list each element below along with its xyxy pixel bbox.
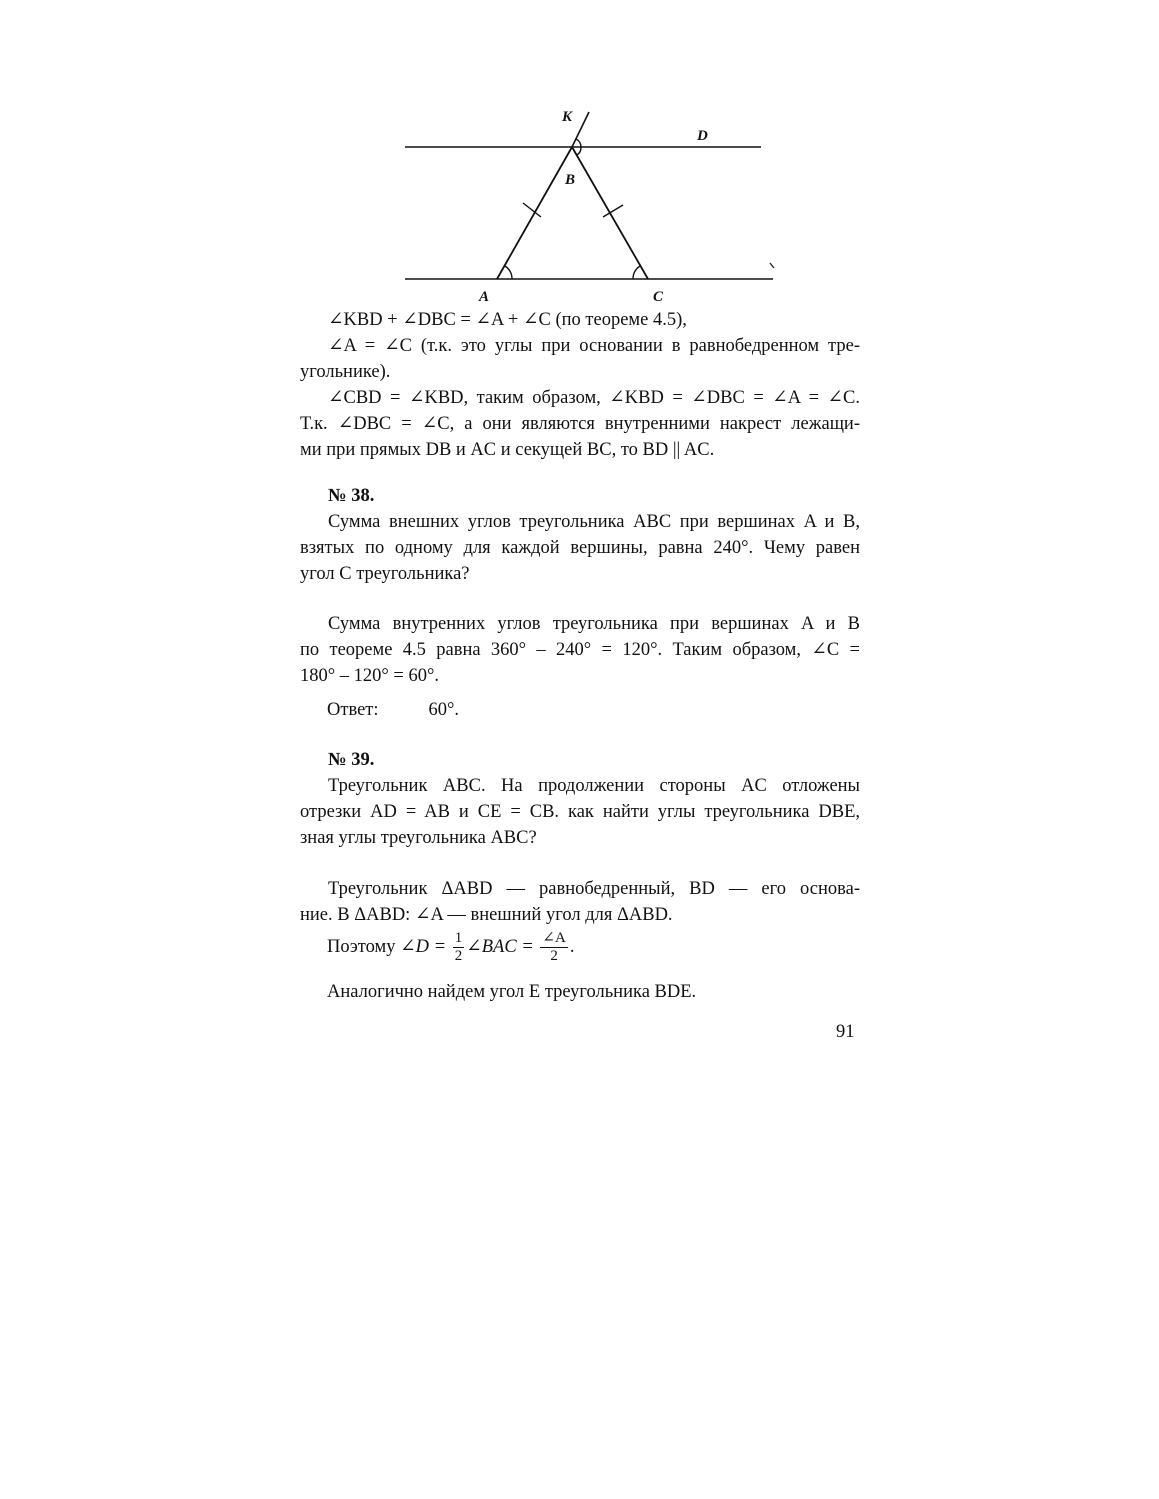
label-d: D xyxy=(697,128,708,144)
angle-arc-dbc xyxy=(577,147,581,155)
angle-arc-a xyxy=(505,266,512,279)
proof-block xyxy=(300,307,860,463)
problem-39-question-line1: Треугольник ABC. На продолжении стороны AC отложены xyxy=(328,776,860,796)
problem-38-solution-line2: по теореме 4.5 равна 360° – 240° = 120°. Таким образом, ∠C = xyxy=(300,640,860,660)
problem-39-solution-last xyxy=(327,979,887,1005)
geometry-figure xyxy=(395,100,785,310)
problem-39-question-line3: зная углы треугольника ABC? xyxy=(300,828,537,848)
fraction-angle-a-denominator: 2 xyxy=(550,948,558,964)
answer-label: Ответ: xyxy=(327,700,379,720)
problem-38-question-line1: Сумма внешних углов треугольника ABC при вершинах A и B, xyxy=(328,512,860,532)
formula-angle-d: ∠D = xyxy=(400,936,447,957)
problem-39-solution-line2: ние. В ΔABD: ∠A — внешний угол для ΔABD. xyxy=(300,905,673,925)
label-c: C xyxy=(653,289,664,305)
side-ab xyxy=(497,147,572,279)
fraction-one-half xyxy=(453,930,465,965)
bottom-line-tick xyxy=(770,263,774,268)
problem-39-question-line2: отрезки AD = AB и CE = CB. как найти углы треугольника DBE, xyxy=(300,802,860,822)
angle-arc-kbd xyxy=(576,139,581,147)
problem-39-heading: № 39. xyxy=(328,750,375,770)
problem-38-solution-line1: Сумма внутренних углов треугольника при вершинах A и B xyxy=(328,614,860,634)
problem-38-question-line2: взятых по одному для каждой вершины, равна 240°. Чему равен xyxy=(300,538,860,558)
problem-39-solution-line1: Треугольник ΔABD — равнобедренный, BD — его основа- xyxy=(328,879,860,899)
label-b: B xyxy=(565,172,576,188)
figure-svg xyxy=(395,100,785,310)
fraction-angle-a-half xyxy=(540,930,567,965)
page-number: 91 xyxy=(836,1022,855,1042)
label-a: A xyxy=(479,289,490,305)
fraction-one-half-denominator: 2 xyxy=(454,948,463,964)
problem-39-solution-line4: Аналогично найдем угол E треугольника BDE. xyxy=(327,982,697,1002)
formula-end: . xyxy=(569,936,575,957)
extension-bk xyxy=(572,112,589,147)
problem-39 xyxy=(300,747,860,851)
formula-angle-bac: ∠BAC = xyxy=(466,936,534,957)
angle-arc-c xyxy=(633,266,640,279)
problem-38 xyxy=(300,483,860,587)
fraction-angle-a-numerator: ∠A xyxy=(542,930,566,946)
problem-39-solution xyxy=(300,876,860,928)
formula-prefix: Поэтому xyxy=(327,936,396,957)
proof-eq2-line2: угольнике). xyxy=(300,362,391,382)
problem-38-solution xyxy=(300,611,860,689)
proof-eq3-line3: ми при прямых DB и AC и секущей BC, то BD || AC. xyxy=(300,440,715,460)
problem-38-answer xyxy=(327,700,459,721)
fraction-one-half-numerator: 1 xyxy=(454,930,463,946)
problem-38-heading: № 38. xyxy=(328,486,375,506)
label-k: K xyxy=(562,109,573,125)
problem-38-question-line3: угол C треугольника? xyxy=(300,564,470,584)
problem-39-formula xyxy=(327,930,867,965)
proof-eq2-line1: ∠A = ∠C (т.к. это углы при основании в равнобедренном тре- xyxy=(328,336,860,356)
answer-value: 60°. xyxy=(428,700,460,720)
proof-eq3-line2: Т.к. ∠DBC = ∠C, а они являются внутренними накрест лежащи- xyxy=(300,414,860,434)
proof-eq3-line1: ∠CBD = ∠KBD, таким образом, ∠KBD = ∠DBC = ∠A = ∠C. xyxy=(328,388,860,408)
proof-eq1: ∠KBD + ∠DBC = ∠A + ∠C (по теореме 4.5), xyxy=(328,310,687,330)
problem-38-solution-line3: 180° – 120° = 60°. xyxy=(300,666,440,686)
